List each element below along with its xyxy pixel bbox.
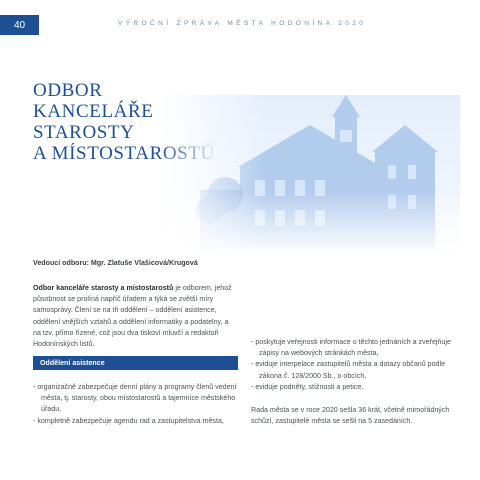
intro-bold: Odbor kanceláře starosty a místostarostů (33, 284, 174, 292)
list-item: - eviduje podněty, stížnosti a petice. (251, 382, 364, 391)
right-duties-list (251, 337, 466, 393)
title-line-2: KANCELÁŘE (33, 101, 154, 122)
closing-text: Rada města se v roce 2020 sešla 36 krát, včetně mimořádných schůzí, zastupitelé města se sešli na 5 zasedáních. (251, 406, 450, 426)
left-duties-list (33, 382, 238, 427)
running-head: VÝROČNÍ ZPRÁVA MĚSTA HODONÍNA 2020 (118, 20, 367, 27)
list-item: - eviduje interpelace zastupitelů města a dotazy občanů podle zákona č. 128/2000 Sb., o obcích, (251, 360, 446, 380)
head-of-department: Vedoucí odboru: Mgr. Zlatuše Vlašicová/Krugová (33, 259, 198, 267)
list-item: - kompletně zabezpečuje agendu rad a zastupitelstva města, (33, 416, 224, 425)
page-title (33, 80, 215, 164)
list-item: - poskytuje veřejnosti informace o těchto jednáních a zveřejňuje zápisy na webových stránkách města, (251, 338, 451, 358)
closing-paragraph (251, 405, 466, 427)
intro-paragraph (33, 283, 238, 350)
title-line-1: ODBOR (33, 80, 103, 101)
title-line-4: A MÍSTOSTAROSTŮ (33, 143, 215, 164)
list-item: - organizačně zabezpečuje denní plány a programy členů vedení města, tj. starosty, obou místostarostů a tajemníce městského úřadu, (33, 383, 237, 414)
section-heading: Oddělení asistence (33, 356, 238, 370)
title-line-3: STAROSTY (33, 122, 135, 143)
intro-text: je odborem, jehož působnost se prolíná napříč úřadem a týká se zvětší míry samosprávy. Člení se na tři oddělení – oddělení asistence, oddělení vnějších vztahů a oddělení informatiky a podatelny, a na tzv. přímo řízené, což jsou dva tiskoví mluvčí a redaktoři Hodonínských listů. (33, 284, 232, 349)
page-number: 40 (0, 15, 39, 35)
